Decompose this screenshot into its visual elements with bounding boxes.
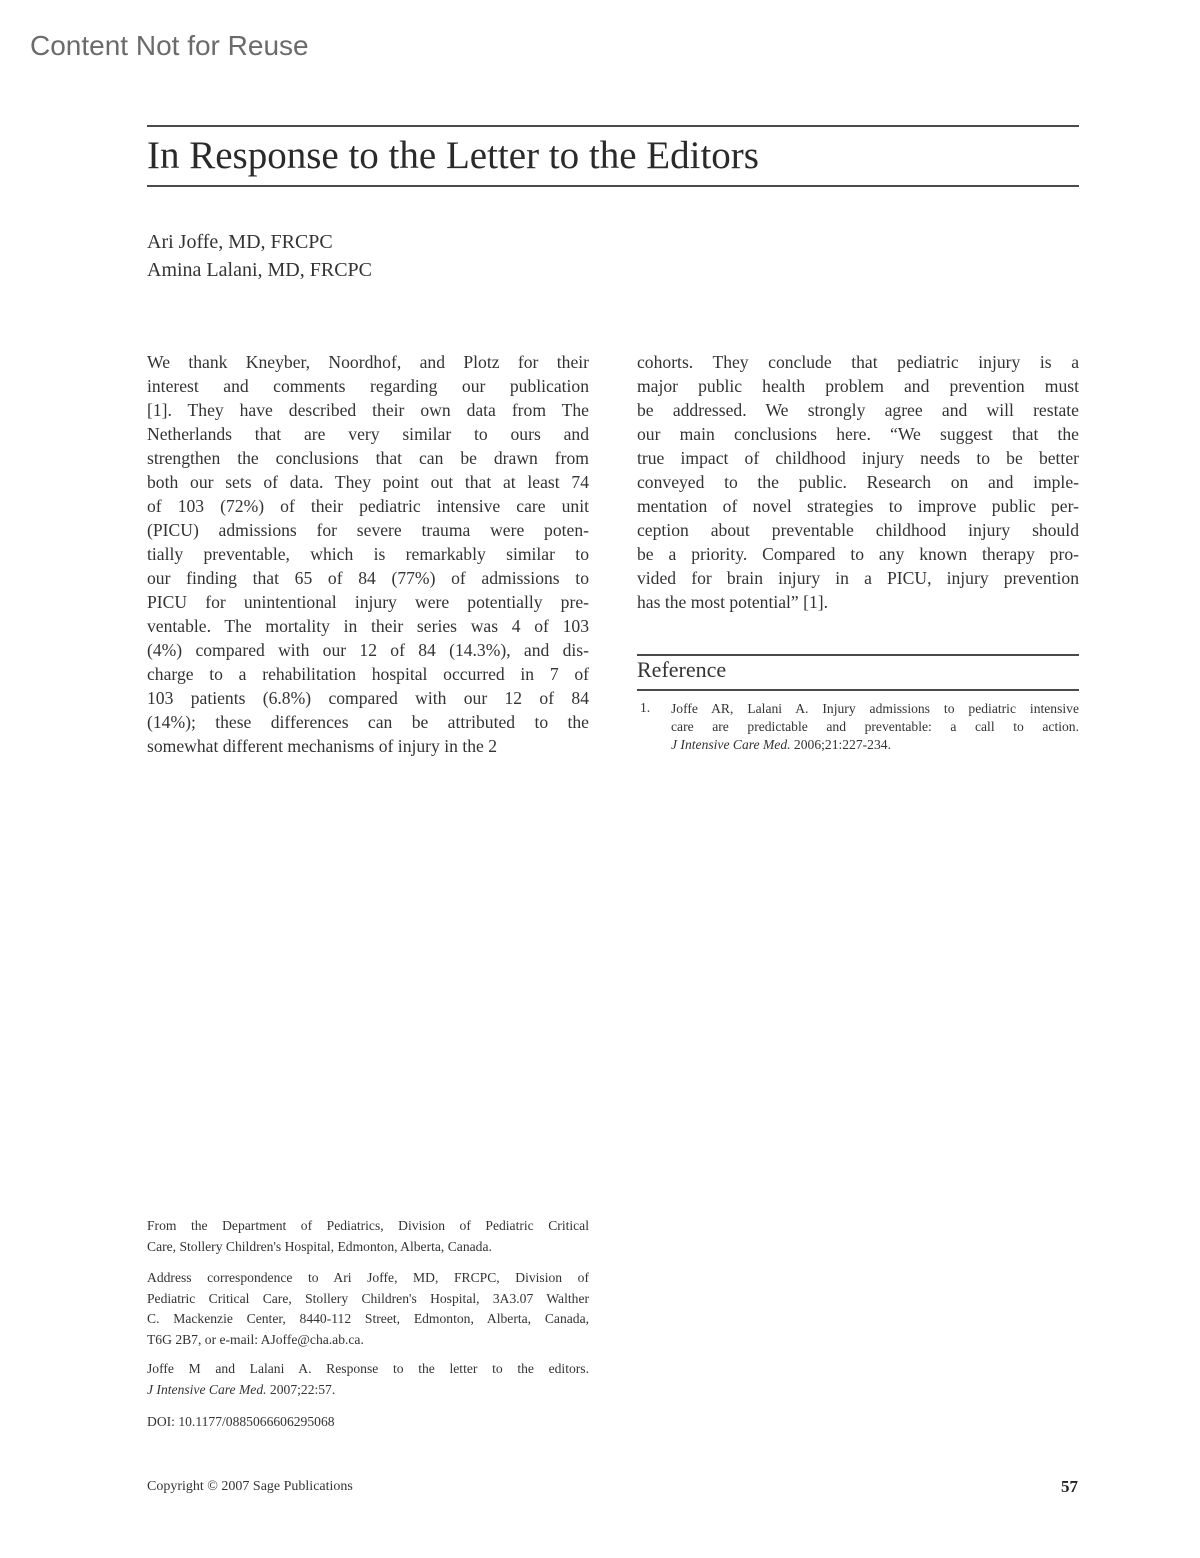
doi: DOI: 10.1177/0885066606295068 <box>147 1414 335 1429</box>
affiliation-line: Care, Stollery Children's Hospital, Edmonton, Alberta, Canada. <box>147 1238 492 1254</box>
body-text-line: We thank Kneyber, Noordhof, and Plotz for their <box>147 352 589 372</box>
citation-journal: J Intensive Care Med. <box>147 1381 267 1397</box>
body-text-line: (PICU) admissions for severe trauma were poten- <box>147 520 589 540</box>
body-text-line: has the most potential” [1]. <box>637 592 829 612</box>
reference-citation: 2006;21:227-234. <box>790 737 891 752</box>
body-text-line: ception about preventable childhood injury should <box>637 520 1079 540</box>
body-text-line: be a priority. Compared to any known therapy pro- <box>637 544 1079 564</box>
body-text-line: charge to a rehabilitation hospital occurred in 7 of <box>147 664 589 684</box>
body-text-line: major public health problem and prevention must <box>637 376 1079 396</box>
citation-detail: 2007;22:57. <box>266 1381 336 1397</box>
reference-line: care are predictable and preventable: a call to action. <box>671 719 1079 734</box>
body-text-line: PICU for unintentional injury were potentially pre- <box>147 592 589 612</box>
address-line: C. Mackenzie Center, 8440-112 Street, Edmonton, Alberta, Canada, <box>147 1311 589 1326</box>
body-text-line: true impact of childhood injury needs to be better <box>637 448 1079 468</box>
author-1: Ari Joffe, MD, FRCPC <box>147 231 333 253</box>
body-text-line: mentation of novel strategies to improve public per- <box>637 496 1079 516</box>
body-text-line: somewhat different mechanisms of injury in the 2 <box>147 736 498 756</box>
doi-note <box>147 1412 589 1433</box>
address-note <box>147 1268 589 1350</box>
body-column-right <box>637 350 1079 614</box>
body-text-line: both our sets of data. They point out that at least 74 <box>147 472 589 492</box>
body-text-line: cohorts. They conclude that pediatric injury is a <box>637 352 1079 372</box>
page-number: 57 <box>1061 1477 1078 1496</box>
reference-heading: Reference <box>637 657 727 682</box>
body-text-line: of 103 (72%) of their pediatric intensive care unit <box>147 496 589 516</box>
body-text-line: conveyed to the public. Research on and imple- <box>637 472 1079 492</box>
title-bottom-rule <box>147 185 1079 187</box>
reference-line <box>671 736 1079 754</box>
body-text-line: (14%); these differences can be attributed to the <box>147 712 589 732</box>
body-column-left <box>147 350 589 758</box>
body-text-line: our finding that 65 of 84 (77%) of admissions to <box>147 568 589 588</box>
address-line: T6G 2B7, or e-mail: AJoffe@cha.ab.ca. <box>147 1331 364 1347</box>
body-text-line: interest and comments regarding our publication <box>147 376 589 396</box>
body-text-line: tially preventable, which is remarkably similar to <box>147 544 589 564</box>
reference-journal: J Intensive Care Med. <box>671 737 791 752</box>
citation-line: Joffe M and Lalani A. Response to the letter to the editors. <box>147 1361 589 1376</box>
address-line: Address correspondence to Ari Joffe, MD, FRCPC, Division of <box>147 1270 589 1285</box>
reference-top-rule <box>637 654 1079 656</box>
body-text-line: strengthen the conclusions that can be drawn from <box>147 448 589 468</box>
reference-item <box>637 700 1079 754</box>
address-line: Pediatric Critical Care, Stollery Children's Hospital, 3A3.07 Walther <box>147 1290 589 1306</box>
article-title: In Response to the Letter to the Editors <box>147 134 759 177</box>
body-text-line: be addressed. We strongly agree and will restate <box>637 400 1079 420</box>
body-text-line: ventable. The mortality in their series was 4 of 103 <box>147 616 589 636</box>
affiliation-line: From the Department of Pediatrics, Division of Pediatric Critical <box>147 1218 589 1233</box>
watermark: Content Not for Reuse <box>30 30 309 61</box>
author-2: Amina Lalani, MD, FRCPC <box>147 259 373 281</box>
citation-line <box>147 1380 589 1401</box>
body-text-line: our main conclusions here. “We suggest that the <box>637 424 1079 444</box>
body-text-line: [1]. They have described their own data from The <box>147 400 589 420</box>
body-text-line: 103 patients (6.8%) compared with our 12 of 84 <box>147 688 589 708</box>
body-text-line: Netherlands that are very similar to ours and <box>147 424 589 444</box>
title-top-rule <box>147 125 1079 127</box>
copyright: Copyright © 2007 Sage Publications <box>147 1479 353 1494</box>
affiliation-note <box>147 1216 589 1257</box>
reference-bottom-rule <box>637 689 1079 691</box>
reference-number: 1. <box>640 700 651 715</box>
body-text-line: (4%) compared with our 12 of 84 (14.3%), and dis- <box>147 640 589 660</box>
reference-line: Joffe AR, Lalani A. Injury admissions to pediatric intensive <box>671 701 1079 716</box>
body-text-line: vided for brain injury in a PICU, injury prevention <box>637 568 1079 588</box>
citation-note <box>147 1359 589 1400</box>
